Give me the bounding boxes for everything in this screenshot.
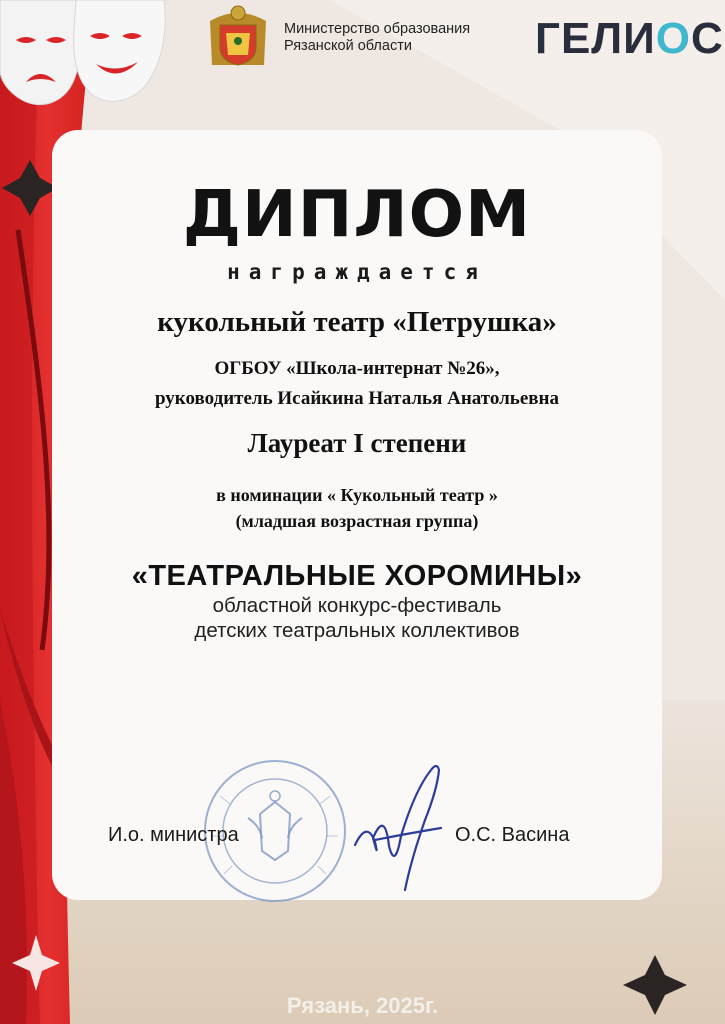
contest-name: «ТЕАТРАЛЬНЫЕ ХОРОМИНЫ» bbox=[131, 560, 583, 592]
ministry-line-2: Рязанской области bbox=[284, 38, 412, 54]
age-group: (младшая возрастная группа) bbox=[235, 511, 479, 531]
recipient-name: кукольный театр «Петрушка» bbox=[157, 306, 557, 338]
diploma-title: ДИПЛОМ bbox=[182, 178, 532, 252]
nomination: в номинации « Кукольный театр » bbox=[216, 485, 498, 505]
signatory-name: О.С. Васина bbox=[455, 824, 570, 846]
place-and-date: Рязань, 2025г. bbox=[286, 993, 439, 1018]
ministry-line-1: Министерство образования bbox=[284, 21, 471, 37]
leader-name: руководитель Исайкина Наталья Анатольевна bbox=[154, 388, 559, 409]
coat-of-arms-icon bbox=[204, 3, 272, 71]
awarded-label: награждается bbox=[227, 260, 487, 284]
signatory-position: И.о. министра bbox=[108, 824, 239, 846]
organization-name: ОГБОУ «Школа-интернат №26», bbox=[214, 358, 500, 379]
award-level: Лауреат I степени bbox=[247, 428, 467, 458]
gelios-logo: ГЕЛИОС bbox=[535, 14, 724, 63]
contest-description-line-1: областной конкурс-фестиваль bbox=[212, 594, 502, 617]
theater-masks-icon bbox=[0, 0, 170, 110]
ministry-name bbox=[284, 21, 470, 55]
handwritten-signature bbox=[345, 750, 465, 900]
contest-description-line-2: детских театральных коллективов bbox=[194, 619, 520, 642]
